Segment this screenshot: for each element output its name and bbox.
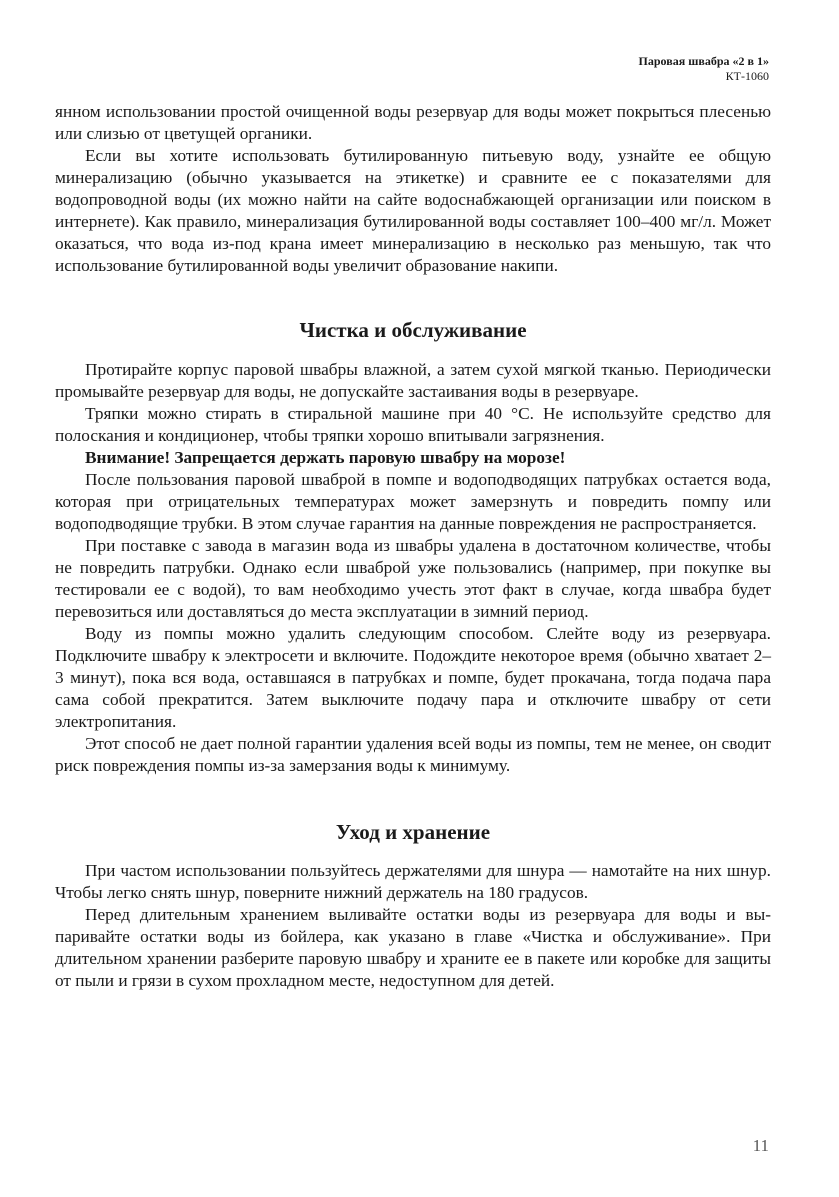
intro-paragraph-bottled-water: Если вы хотите использовать бутилированную питьевую воду, узнайте ее общую минерализацию (обычно указывается на этикетке) и сравните ее с показателями для водопроводной воды (их можно найти на сайте водоснабжающей организации или поиском в интернете). Как правило, минерализация бутилированной воды составляет 100–400 мг/л. Может оказаться, что вода из-под крана имеет минерализацию в несколько раз меньшую, так что использование бутилированной воды увеличит образование накипи. [55, 146, 771, 275]
cleaning-paragraph-2: Тряпки можно стирать в стиральной машине при 40 °С. Не используйте средство для полоскания и кондиционер, чтобы тряпки хорошо впитывали загрязнения. [55, 404, 771, 445]
cleaning-paragraph-6: Этот способ не дает полной гарантии удаления всей воды из помпы, тем не менее, он сводит риск повреждения помпы из-за замерзания воды к минимуму. [55, 734, 771, 775]
section-title-cleaning: Чистка и обслуживание [299, 318, 527, 342]
frost-warning: Внимание! Запрещается держать паровую швабру на морозе! [85, 448, 566, 467]
intro-paragraph-continued: янном использовании простой очищенной воды резервуар для воды может покрыться плесенью или слизью от цветущей органики. [55, 102, 771, 143]
cleaning-paragraph-4: При поставке с завода в магазин вода из швабры удалена в достаточном количестве, чтобы не повредить патрубки. Однако если шваброй уже пользовались (например, при покупке вы тестировали ее с водой), то вам необходимо учесть этот факт в случае, когда швабра будет перевозиться или доставляться до места эксплуатации в зимний период. [55, 536, 771, 621]
storage-paragraph-2: Перед длительным хранением выливайте остатки воды из резервуара для воды и выпаривайте остатки воды из бойлера, как указано в главе «Чистка и обслуживание». При длительном хранении разберите паровую швабру и храните ее в пакете или коробке для защиты от пыли и грязи в сухом прохладном месте, недоступном для детей. [55, 905, 771, 990]
cleaning-paragraph-3: После пользования паровой шваброй в помпе и водоподводящих патрубках остается вода, которая при отрицательных температурах может замерзнуть и повредить помпу или водоподводящие трубки. В этом случае гарантия на данные повреждения не распространяется. [55, 470, 771, 533]
section-title-storage: Уход и хранение [335, 820, 491, 844]
page-number: 11 [752, 1136, 769, 1155]
storage-paragraph-1: При частом использовании пользуйтесь держателями для шнура — намотайте на них шнур. Чтобы легко снять шнур, поверните нижний держатель на 180 градусов. [55, 861, 771, 902]
page-body [55, 101, 771, 992]
running-header [639, 54, 769, 84]
cleaning-paragraph-5: Воду из помпы можно удалить следующим способом. Слейте воду из резервуара. Подключите швабру к электросети и включите. Подождите некоторое время (обычно хватает 2–3 минут), пока вся вода, оставшаяся в патрубках и помпе, будет прокачана, тогда подача пара сама собой прекратится. Затем выключите подачу пара и отключите швабру от сети электропитания. [55, 624, 771, 731]
header-product-title: Паровая швабра «2 в 1» [638, 54, 769, 68]
cleaning-paragraph-1: Протирайте корпус паровой швабры влажной, а затем сухой мягкой тканью. Периодически промывайте резервуар для воды, не допускайте застаивания воды в резервуаре. [55, 360, 771, 401]
header-model-number: КТ-1060 [725, 69, 769, 83]
